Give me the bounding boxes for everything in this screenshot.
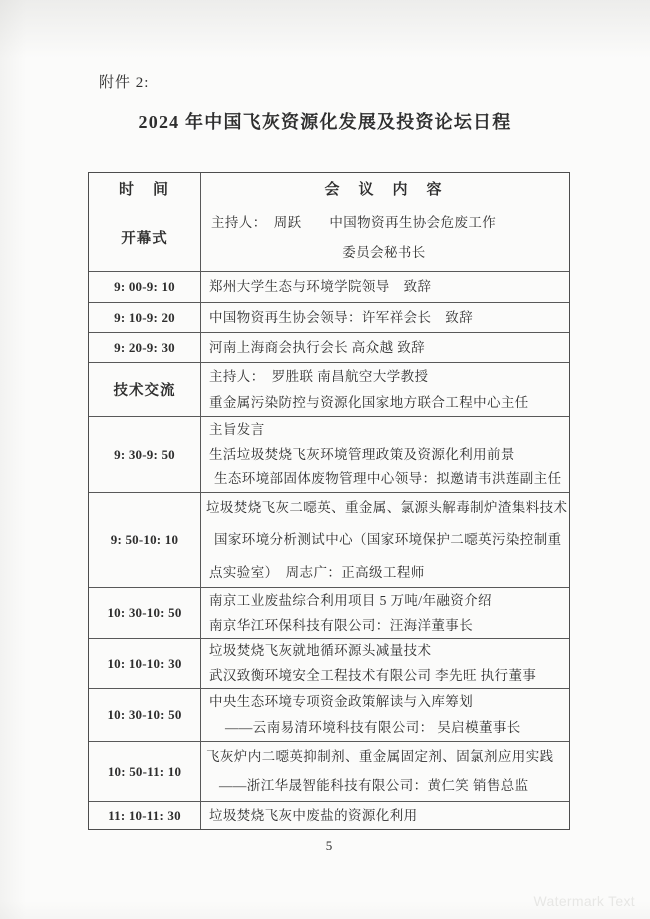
row-content: [201, 333, 569, 362]
row-content: [201, 417, 569, 492]
agenda-line: 南京华江环保科技有限公司：汪海洋董事长: [209, 617, 474, 633]
agenda-line: 主持人： 罗胜联 南昌航空大学教授: [209, 368, 429, 384]
row-time: 10: 50-11: 10: [89, 742, 201, 801]
row-content: [201, 272, 569, 302]
row-content: [201, 639, 569, 688]
agenda-line: 主旨发言: [209, 422, 265, 438]
table-row: [89, 416, 569, 492]
row-time: 10: 10-10: 30: [89, 639, 201, 688]
agenda-line: 垃圾焚烧飞灰中废盐的资源化利用: [209, 807, 418, 823]
row-time: 11: 10-11: 30: [89, 802, 201, 829]
agenda-line: 国家环境分析测试中心（国家环境保护二噁英污染控制重: [214, 532, 562, 548]
row-time: 9: 30-9: 50: [89, 417, 201, 492]
agenda-line: 点实验室） 周志广：正高级工程师: [209, 564, 425, 580]
table-row: [89, 332, 569, 362]
table-row: [89, 688, 569, 741]
agenda-line: 中国物资再生协会领导：许军祥会长 致辞: [209, 309, 474, 325]
col-header-content: 会 议 内 容: [324, 182, 444, 198]
agenda-line: 生态环境部固体废物管理中心领导：拟邀请韦洪莲副主任: [214, 471, 562, 487]
table-row: [89, 302, 569, 332]
table-row: [89, 362, 569, 416]
agenda-line: ——云南易清环境科技有限公司： 吴启模董事长: [225, 720, 521, 735]
row-time: 开幕式: [89, 204, 201, 271]
row-time: 10: 30-10: 50: [89, 588, 201, 638]
row-time: 9: 20-9: 30: [89, 333, 201, 362]
agenda-line: 垃圾焚烧飞灰就地循环源头减量技术: [209, 643, 432, 659]
row-time: 技术交流: [89, 363, 201, 416]
table-row: [89, 741, 569, 801]
row-content: [201, 363, 569, 416]
page-number: 5: [325, 838, 333, 853]
table-header-row: [89, 173, 569, 204]
agenda-line: 武汉致衡环境安全工程技术有限公司 李先旺 执行董事: [209, 668, 537, 683]
table-row: [89, 638, 569, 688]
agenda-line: 生活垃圾焚烧飞灰环境管理政策及资源化利用前景: [209, 446, 515, 462]
agenda-line: 委员会秘书长: [342, 244, 426, 260]
row-time: 9: 50-10: 10: [89, 493, 201, 587]
agenda-line: 垃圾焚烧飞灰二噁英、重金属、氯源头解毒制炉渣集料技术: [206, 499, 567, 515]
row-time: 9: 00-9: 10: [89, 272, 201, 302]
table-row: [89, 587, 569, 638]
table-row: [89, 801, 569, 829]
col-header-time: 时 间: [89, 173, 201, 204]
agenda-line: 郑州大学生态与环境学院领导 致辞: [209, 279, 432, 295]
row-time: 9: 10-9: 20: [89, 303, 201, 332]
table-row: [89, 204, 569, 271]
row-content: [201, 493, 569, 587]
agenda-line: 飞灰炉内二噁英抑制剂、重金属固定剂、固氯剂应用实践: [206, 749, 554, 765]
table-row: [89, 271, 569, 302]
row-content: [201, 303, 569, 332]
agenda-line: 河南上海商会执行会长 高众越 致辞: [209, 339, 426, 355]
row-content: [201, 204, 569, 271]
row-time: 10: 30-10: 50: [89, 689, 201, 741]
table-row: [89, 492, 569, 587]
page-title: 2024 年中国飞灰资源化发展及投资论坛日程: [138, 112, 512, 132]
agenda-line: ——浙江华晟智能科技有限公司：黄仁笑 销售总监: [219, 778, 529, 793]
row-content: [201, 742, 569, 801]
agenda-line: 南京工业废盐综合利用项目 5 万吨/年融资介绍: [209, 592, 492, 608]
agenda-line: 中央生态环境专项资金政策解读与入库筹划: [209, 694, 474, 710]
watermark-text: Watermark Text: [533, 893, 635, 909]
agenda-line: 重金属污染防控与资源化国家地方联合工程中心主任: [209, 394, 529, 410]
row-content: [201, 689, 569, 741]
agenda-table: [88, 172, 570, 830]
attachment-label: 附件 2:: [99, 75, 150, 91]
row-content: [201, 588, 569, 638]
agenda-rows: [89, 204, 569, 829]
row-content: [201, 802, 569, 829]
agenda-line: 主持人： 周跃 中国物资再生协会危废工作: [211, 214, 497, 230]
